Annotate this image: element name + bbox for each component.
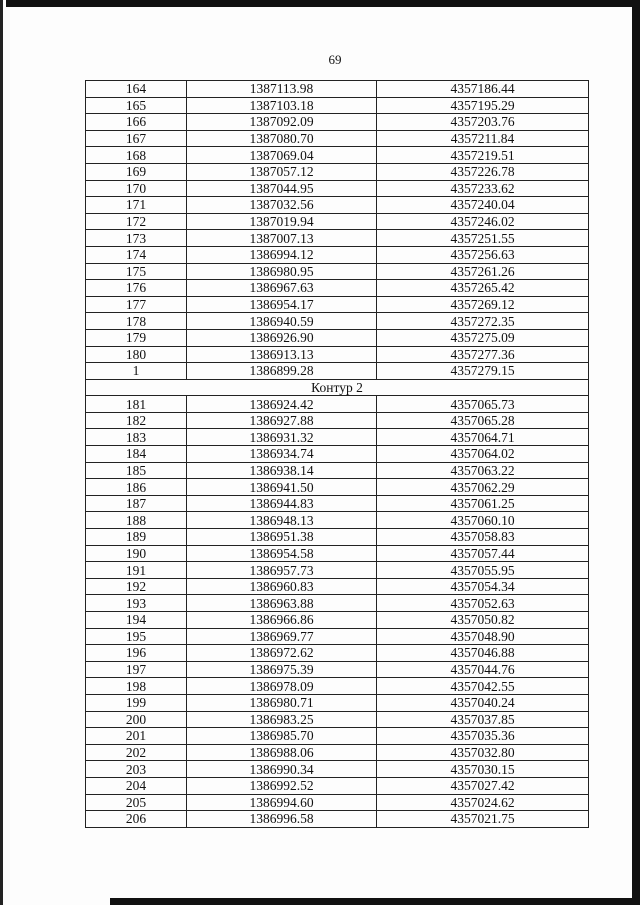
point-number-cell: 188 bbox=[86, 512, 187, 529]
x-coordinate-cell: 1387080.70 bbox=[187, 130, 377, 147]
table-row bbox=[86, 213, 589, 230]
x-coordinate-cell: 1386994.12 bbox=[187, 246, 377, 263]
table-row bbox=[86, 479, 589, 496]
x-coordinate-cell: 1387069.04 bbox=[187, 147, 377, 164]
point-number-cell: 201 bbox=[86, 728, 187, 745]
x-coordinate-cell: 1386938.14 bbox=[187, 462, 377, 479]
section-row bbox=[86, 379, 589, 396]
x-coordinate-cell: 1386966.86 bbox=[187, 612, 377, 629]
table-row bbox=[86, 147, 589, 164]
table-row bbox=[86, 744, 589, 761]
y-coordinate-cell: 4357054.34 bbox=[377, 578, 589, 595]
table-row bbox=[86, 329, 589, 346]
point-number-cell: 198 bbox=[86, 678, 187, 695]
table-row bbox=[86, 595, 589, 612]
y-coordinate-cell: 4357052.63 bbox=[377, 595, 589, 612]
x-coordinate-cell: 1386926.90 bbox=[187, 329, 377, 346]
page-number: 69 bbox=[328, 52, 342, 67]
y-coordinate-cell: 4357062.29 bbox=[377, 479, 589, 496]
point-number-cell: 204 bbox=[86, 777, 187, 794]
x-coordinate-cell: 1386988.06 bbox=[187, 744, 377, 761]
x-coordinate-cell: 1386992.52 bbox=[187, 777, 377, 794]
point-number-cell: 185 bbox=[86, 462, 187, 479]
x-coordinate-cell: 1386934.74 bbox=[187, 446, 377, 463]
y-coordinate-cell: 4357272.35 bbox=[377, 313, 589, 330]
x-coordinate-cell: 1386990.34 bbox=[187, 761, 377, 778]
table-row bbox=[86, 545, 589, 562]
x-coordinate-cell: 1386913.13 bbox=[187, 346, 377, 363]
table-row bbox=[86, 645, 589, 662]
table-row bbox=[86, 280, 589, 297]
table-row bbox=[86, 711, 589, 728]
point-number-cell: 193 bbox=[86, 595, 187, 612]
scan-edge-left bbox=[0, 0, 3, 905]
point-number-cell: 202 bbox=[86, 744, 187, 761]
point-number-cell: 171 bbox=[86, 197, 187, 214]
point-number-cell: 182 bbox=[86, 412, 187, 429]
table-row bbox=[86, 429, 589, 446]
x-coordinate-cell: 1386980.95 bbox=[187, 263, 377, 280]
x-coordinate-cell: 1386969.77 bbox=[187, 628, 377, 645]
y-coordinate-cell: 4357064.02 bbox=[377, 446, 589, 463]
table-row bbox=[86, 446, 589, 463]
x-coordinate-cell: 1387057.12 bbox=[187, 163, 377, 180]
point-number-cell: 189 bbox=[86, 529, 187, 546]
point-number-cell: 167 bbox=[86, 130, 187, 147]
x-coordinate-cell: 1386983.25 bbox=[187, 711, 377, 728]
point-number-cell: 178 bbox=[86, 313, 187, 330]
x-coordinate-cell: 1386954.17 bbox=[187, 296, 377, 313]
y-coordinate-cell: 4357246.02 bbox=[377, 213, 589, 230]
y-coordinate-cell: 4357058.83 bbox=[377, 529, 589, 546]
x-coordinate-cell: 1386972.62 bbox=[187, 645, 377, 662]
y-coordinate-cell: 4357065.28 bbox=[377, 412, 589, 429]
table-row bbox=[86, 728, 589, 745]
table-row bbox=[86, 462, 589, 479]
y-coordinate-cell: 4357064.71 bbox=[377, 429, 589, 446]
point-number-cell: 166 bbox=[86, 114, 187, 131]
point-number-cell: 200 bbox=[86, 711, 187, 728]
y-coordinate-cell: 4357261.26 bbox=[377, 263, 589, 280]
point-number-cell: 174 bbox=[86, 246, 187, 263]
y-coordinate-cell: 4357065.73 bbox=[377, 396, 589, 413]
table-row bbox=[86, 263, 589, 280]
table-row bbox=[86, 296, 589, 313]
table-row bbox=[86, 628, 589, 645]
table-row bbox=[86, 678, 589, 695]
coordinates-table-body bbox=[86, 81, 589, 828]
coordinates-table bbox=[85, 80, 589, 828]
point-number-cell: 184 bbox=[86, 446, 187, 463]
point-number-cell: 194 bbox=[86, 612, 187, 629]
y-coordinate-cell: 4357063.22 bbox=[377, 462, 589, 479]
y-coordinate-cell: 4357032.80 bbox=[377, 744, 589, 761]
point-number-cell: 195 bbox=[86, 628, 187, 645]
table-row bbox=[86, 197, 589, 214]
y-coordinate-cell: 4357211.84 bbox=[377, 130, 589, 147]
table-row bbox=[86, 811, 589, 828]
point-number-cell: 173 bbox=[86, 230, 187, 247]
y-coordinate-cell: 4357060.10 bbox=[377, 512, 589, 529]
y-coordinate-cell: 4357030.15 bbox=[377, 761, 589, 778]
x-coordinate-cell: 1386931.32 bbox=[187, 429, 377, 446]
x-coordinate-cell: 1386948.13 bbox=[187, 512, 377, 529]
point-number-cell: 183 bbox=[86, 429, 187, 446]
y-coordinate-cell: 4357226.78 bbox=[377, 163, 589, 180]
x-coordinate-cell: 1386975.39 bbox=[187, 661, 377, 678]
y-coordinate-cell: 4357040.24 bbox=[377, 694, 589, 711]
x-coordinate-cell: 1386996.58 bbox=[187, 811, 377, 828]
point-number-cell: 191 bbox=[86, 562, 187, 579]
y-coordinate-cell: 4357279.15 bbox=[377, 363, 589, 380]
point-number-cell: 180 bbox=[86, 346, 187, 363]
x-coordinate-cell: 1386940.59 bbox=[187, 313, 377, 330]
table-row bbox=[86, 130, 589, 147]
x-coordinate-cell: 1386951.38 bbox=[187, 529, 377, 546]
x-coordinate-cell: 1386957.73 bbox=[187, 562, 377, 579]
table-row bbox=[86, 363, 589, 380]
scan-edge-bottom bbox=[110, 898, 640, 905]
point-number-cell: 199 bbox=[86, 694, 187, 711]
point-number-cell: 203 bbox=[86, 761, 187, 778]
table-row bbox=[86, 578, 589, 595]
point-number-cell: 170 bbox=[86, 180, 187, 197]
y-coordinate-cell: 4357233.62 bbox=[377, 180, 589, 197]
y-coordinate-cell: 4357021.75 bbox=[377, 811, 589, 828]
table-row bbox=[86, 495, 589, 512]
x-coordinate-cell: 1386960.83 bbox=[187, 578, 377, 595]
y-coordinate-cell: 4357240.04 bbox=[377, 197, 589, 214]
y-coordinate-cell: 4357042.55 bbox=[377, 678, 589, 695]
x-coordinate-cell: 1386963.88 bbox=[187, 595, 377, 612]
y-coordinate-cell: 4357265.42 bbox=[377, 280, 589, 297]
point-number-cell: 179 bbox=[86, 329, 187, 346]
y-coordinate-cell: 4357061.25 bbox=[377, 495, 589, 512]
x-coordinate-cell: 1387092.09 bbox=[187, 114, 377, 131]
y-coordinate-cell: 4357037.85 bbox=[377, 711, 589, 728]
x-coordinate-cell: 1386985.70 bbox=[187, 728, 377, 745]
point-number-cell: 205 bbox=[86, 794, 187, 811]
x-coordinate-cell: 1386980.71 bbox=[187, 694, 377, 711]
x-coordinate-cell: 1386924.42 bbox=[187, 396, 377, 413]
x-coordinate-cell: 1387007.13 bbox=[187, 230, 377, 247]
scan-edge-right bbox=[632, 0, 640, 905]
table-row bbox=[86, 180, 589, 197]
y-coordinate-cell: 4357024.62 bbox=[377, 794, 589, 811]
y-coordinate-cell: 4357219.51 bbox=[377, 147, 589, 164]
y-coordinate-cell: 4357046.88 bbox=[377, 645, 589, 662]
y-coordinate-cell: 4357035.36 bbox=[377, 728, 589, 745]
point-number-cell: 196 bbox=[86, 645, 187, 662]
coordinates-table-container bbox=[85, 80, 588, 828]
table-row bbox=[86, 794, 589, 811]
x-coordinate-cell: 1386978.09 bbox=[187, 678, 377, 695]
section-title: Контур 2 bbox=[86, 379, 589, 396]
y-coordinate-cell: 4357027.42 bbox=[377, 777, 589, 794]
y-coordinate-cell: 4357044.76 bbox=[377, 661, 589, 678]
point-number-cell: 177 bbox=[86, 296, 187, 313]
table-row bbox=[86, 612, 589, 629]
y-coordinate-cell: 4357195.29 bbox=[377, 97, 589, 114]
point-number-cell: 165 bbox=[86, 97, 187, 114]
point-number-cell: 176 bbox=[86, 280, 187, 297]
table-row bbox=[86, 661, 589, 678]
table-row bbox=[86, 114, 589, 131]
point-number-cell: 187 bbox=[86, 495, 187, 512]
y-coordinate-cell: 4357275.09 bbox=[377, 329, 589, 346]
x-coordinate-cell: 1387019.94 bbox=[187, 213, 377, 230]
table-row bbox=[86, 396, 589, 413]
x-coordinate-cell: 1386944.83 bbox=[187, 495, 377, 512]
table-row bbox=[86, 529, 589, 546]
table-row bbox=[86, 512, 589, 529]
table-row bbox=[86, 313, 589, 330]
y-coordinate-cell: 4357050.82 bbox=[377, 612, 589, 629]
x-coordinate-cell: 1387032.56 bbox=[187, 197, 377, 214]
y-coordinate-cell: 4357055.95 bbox=[377, 562, 589, 579]
table-row bbox=[86, 777, 589, 794]
table-row bbox=[86, 81, 589, 98]
point-number-cell: 169 bbox=[86, 163, 187, 180]
point-number-cell: 1 bbox=[86, 363, 187, 380]
point-number-cell: 164 bbox=[86, 81, 187, 98]
point-number-cell: 168 bbox=[86, 147, 187, 164]
table-row bbox=[86, 230, 589, 247]
x-coordinate-cell: 1386994.60 bbox=[187, 794, 377, 811]
point-number-cell: 197 bbox=[86, 661, 187, 678]
point-number-cell: 186 bbox=[86, 479, 187, 496]
x-coordinate-cell: 1387044.95 bbox=[187, 180, 377, 197]
table-row bbox=[86, 97, 589, 114]
table-row bbox=[86, 163, 589, 180]
y-coordinate-cell: 4357251.55 bbox=[377, 230, 589, 247]
x-coordinate-cell: 1386967.63 bbox=[187, 280, 377, 297]
x-coordinate-cell: 1387103.18 bbox=[187, 97, 377, 114]
table-row bbox=[86, 246, 589, 263]
y-coordinate-cell: 4357203.76 bbox=[377, 114, 589, 131]
point-number-cell: 206 bbox=[86, 811, 187, 828]
scan-edge-top bbox=[6, 0, 636, 7]
table-row bbox=[86, 562, 589, 579]
x-coordinate-cell: 1386941.50 bbox=[187, 479, 377, 496]
y-coordinate-cell: 4357256.63 bbox=[377, 246, 589, 263]
scan-specks bbox=[95, 860, 155, 870]
x-coordinate-cell: 1386899.28 bbox=[187, 363, 377, 380]
y-coordinate-cell: 4357269.12 bbox=[377, 296, 589, 313]
table-row bbox=[86, 694, 589, 711]
point-number-cell: 175 bbox=[86, 263, 187, 280]
table-row bbox=[86, 412, 589, 429]
x-coordinate-cell: 1386954.58 bbox=[187, 545, 377, 562]
y-coordinate-cell: 4357186.44 bbox=[377, 81, 589, 98]
y-coordinate-cell: 4357048.90 bbox=[377, 628, 589, 645]
table-row bbox=[86, 346, 589, 363]
y-coordinate-cell: 4357057.44 bbox=[377, 545, 589, 562]
point-number-cell: 192 bbox=[86, 578, 187, 595]
x-coordinate-cell: 1387113.98 bbox=[187, 81, 377, 98]
table-row bbox=[86, 761, 589, 778]
point-number-cell: 181 bbox=[86, 396, 187, 413]
point-number-cell: 190 bbox=[86, 545, 187, 562]
x-coordinate-cell: 1386927.88 bbox=[187, 412, 377, 429]
y-coordinate-cell: 4357277.36 bbox=[377, 346, 589, 363]
point-number-cell: 172 bbox=[86, 213, 187, 230]
